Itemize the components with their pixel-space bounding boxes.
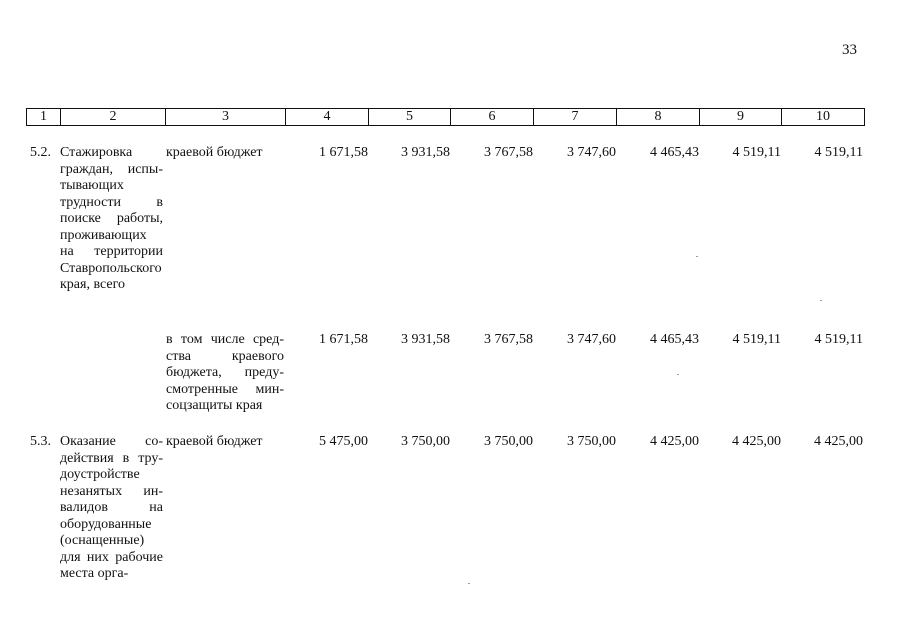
value-col-4: 1 671,58 [319, 332, 368, 347]
column-number-1: 1 [27, 109, 61, 126]
column-number-4: 4 [286, 109, 369, 126]
value-col-6: 3 767,58 [484, 332, 533, 347]
column-number-3: 3 [166, 109, 286, 126]
value-col-6: 3 750,00 [484, 434, 533, 449]
value-col-6: 3 767,58 [484, 145, 533, 160]
value-col-5: 3 931,58 [401, 332, 450, 347]
value-col-4: 1 671,58 [319, 145, 368, 160]
scan-speck [820, 300, 822, 301]
value-col-9: 4 519,11 [732, 332, 781, 347]
funding-source: в том числе средства краевого бюджета, предусмотренные минсоцзащиты края [166, 332, 284, 413]
scan-speck [468, 583, 470, 584]
value-col-9: 4 425,00 [732, 434, 781, 449]
value-col-7: 3 747,60 [567, 332, 616, 347]
scan-speck [696, 256, 698, 257]
row-number: 5.2. [30, 145, 51, 160]
column-number-7: 7 [534, 109, 617, 126]
column-number-10: 10 [782, 109, 865, 126]
column-number-8: 8 [617, 109, 700, 126]
measure-name: Оказание содействия в трудоустройстве незанятых инвалидов на оборудованные (оснащенные) для них рабочие места орга- [60, 434, 163, 581]
funding-source: краевой бюджет [166, 145, 263, 160]
value-col-8: 4 465,43 [650, 145, 699, 160]
column-number-5: 5 [369, 109, 451, 126]
page-number: 33 [842, 42, 857, 58]
value-col-10: 4 519,11 [814, 145, 863, 160]
column-number-2: 2 [61, 109, 166, 126]
value-col-9: 4 519,11 [732, 145, 781, 160]
value-col-8: 4 465,43 [650, 332, 699, 347]
row-number: 5.3. [30, 434, 51, 449]
column-number-header [26, 108, 865, 126]
value-col-4: 5 475,00 [319, 434, 368, 449]
measure-name: Стажировка граждан, испытывающих трудности в поиске работы, проживающих на территории Ставропольского края, всего [60, 145, 163, 292]
value-col-7: 3 747,60 [567, 145, 616, 160]
column-number-6: 6 [451, 109, 534, 126]
value-col-10: 4 425,00 [814, 434, 863, 449]
value-col-5: 3 931,58 [401, 145, 450, 160]
value-col-7: 3 750,00 [567, 434, 616, 449]
value-col-5: 3 750,00 [401, 434, 450, 449]
column-number-9: 9 [700, 109, 782, 126]
scan-speck [677, 374, 679, 375]
funding-source: краевой бюджет [166, 434, 263, 449]
value-col-10: 4 519,11 [814, 332, 863, 347]
value-col-8: 4 425,00 [650, 434, 699, 449]
